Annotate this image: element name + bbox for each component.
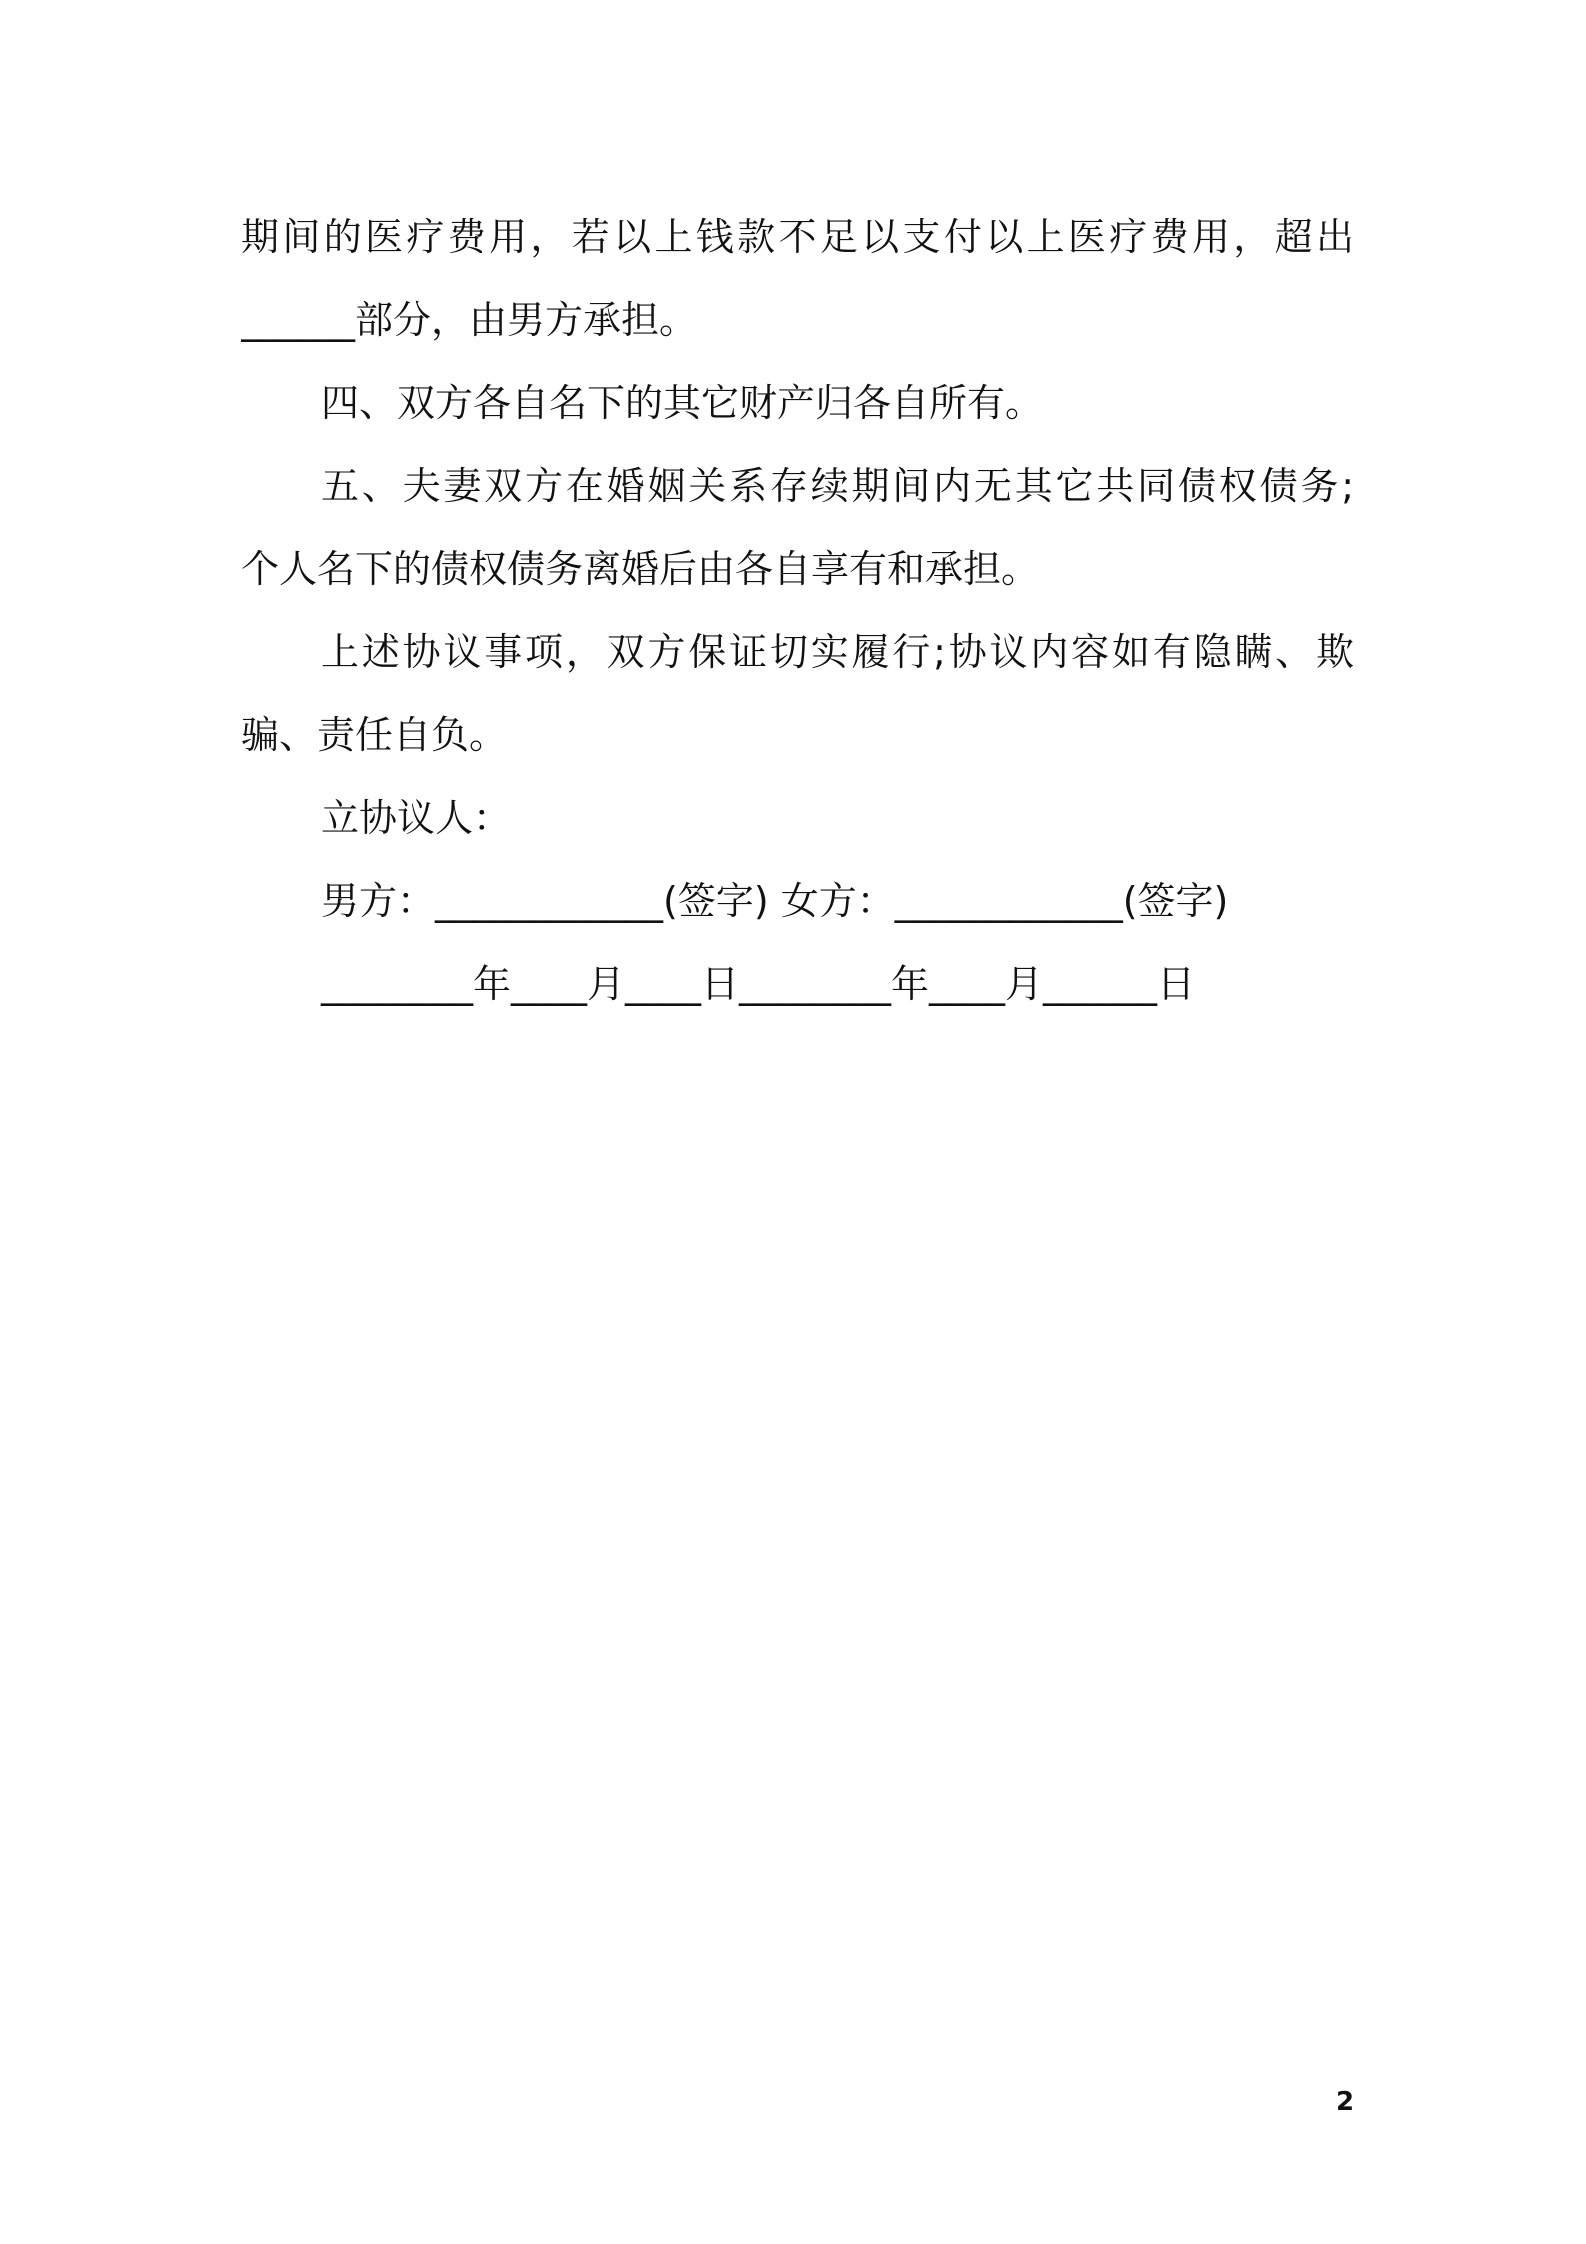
agreement-statement: 上述协议事项，双方保证切实履行;协议内容如有隐瞒、欺	[321, 630, 1354, 674]
clause-five: 五、夫妻双方在婚姻关系存续期间内无其它共同债权债务;	[321, 464, 1354, 508]
paragraph-line: 期间的医疗费用，若以上钱款不足以支付以上医疗费用，超出	[241, 215, 1354, 259]
paragraph-line: ______部分，由男方承担。	[241, 298, 698, 342]
document-body	[241, 196, 1354, 1026]
date-line: ________年____月____日________年____月______日	[321, 962, 1196, 1006]
paragraph-line: 骗、责任自负。	[241, 713, 508, 757]
clause-four: 四、双方各自名下的其它财产归各自所有。	[321, 381, 1044, 425]
signatories-label: 立协议人：	[321, 796, 512, 840]
page-number: 2	[1336, 2087, 1355, 2117]
paragraph-line: 个人名下的债权债务离婚后由各自享有和承担。	[241, 547, 1040, 591]
signature-line: 男方：____________(签字) 女方：____________(签字)	[321, 879, 1229, 923]
